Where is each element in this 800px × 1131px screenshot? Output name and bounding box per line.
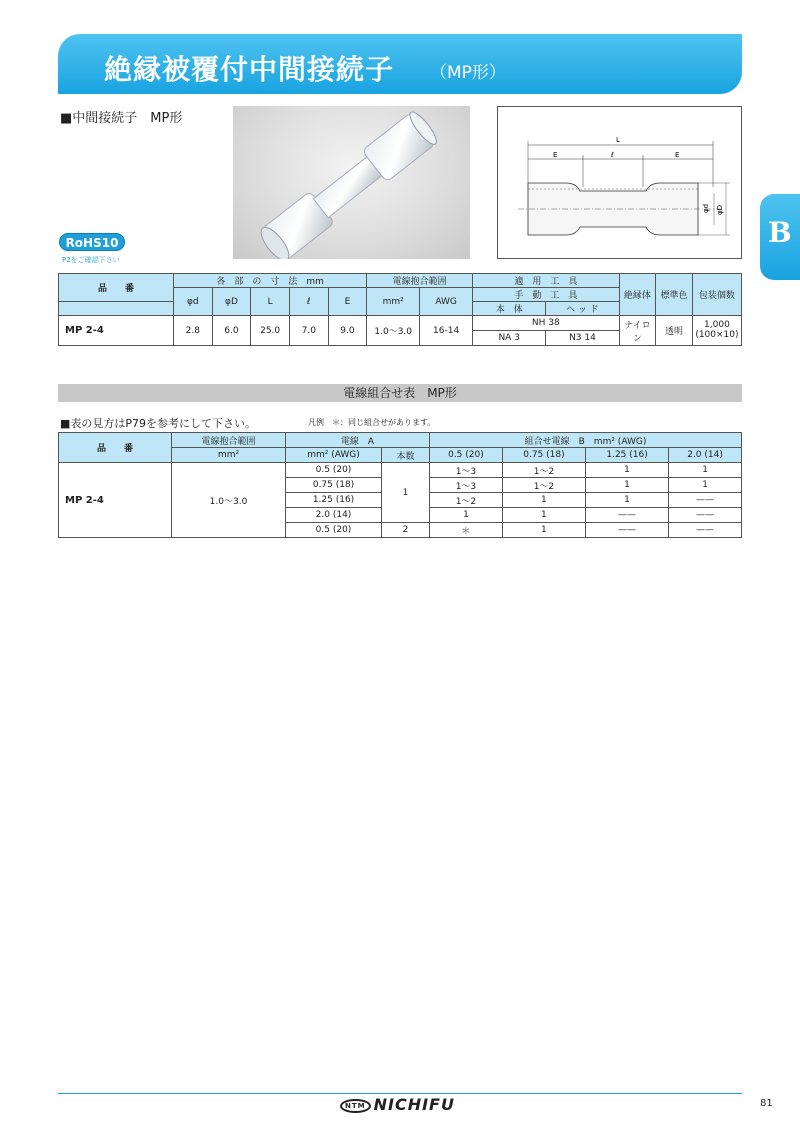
- dimension-drawing: [497, 106, 742, 259]
- combo-count: 1: [382, 463, 430, 523]
- spec-val-tool: NH 38: [473, 316, 620, 331]
- combo-a: 1.25 (16): [286, 493, 382, 508]
- combo-a: 0.75 (18): [286, 478, 382, 493]
- dim-E2-label: E: [675, 151, 680, 159]
- combo-range: 1.0～3.0: [172, 463, 286, 538]
- combo-b: 1～2: [502, 478, 585, 493]
- spec-val-L: 25.0: [251, 316, 290, 346]
- combo-header-model: 品 番: [59, 433, 172, 463]
- combo-b: 1: [585, 463, 668, 478]
- combo-b: ——: [585, 523, 668, 538]
- combo-b: 1: [669, 463, 742, 478]
- dim-phid-label: φd: [702, 203, 710, 213]
- dim-L-label: L: [616, 136, 620, 144]
- spec-col-body: 本 体: [473, 302, 546, 316]
- spec-val-pack-sub: (100×10): [695, 329, 739, 340]
- spec-col-ell: ℓ: [289, 288, 328, 316]
- spec-col-head: ヘ ッ ド: [546, 302, 619, 316]
- combo-header-wireA: 電線 A: [286, 433, 430, 448]
- page-title: 絶縁被覆付中間接続子: [104, 53, 395, 86]
- combo-b: ＊: [430, 523, 503, 538]
- combo-count: 2: [382, 523, 430, 538]
- spec-col-mm2: mm²: [367, 288, 420, 316]
- combo-col-b2: 1.25 (16): [585, 448, 668, 463]
- combo-band-title: 電線組合せ表 MP形: [58, 384, 742, 402]
- spec-header-insul: 絶縁体: [619, 274, 656, 316]
- section-tab-label: B: [768, 216, 792, 249]
- spec-header-color: 標準色: [656, 274, 693, 316]
- combo-header-count: 本数: [382, 448, 430, 463]
- combo-b: 1～2: [502, 463, 585, 478]
- dim-phiD-label: φD: [716, 204, 724, 215]
- spec-val-color: 透明: [656, 316, 693, 346]
- combo-b: ——: [669, 493, 742, 508]
- spec-header-dims: 各 部 の 寸 法 mm: [173, 274, 366, 288]
- page-subtitle: （MP形）: [430, 63, 506, 83]
- combo-a: 0.5 (20): [286, 463, 382, 478]
- combo-b: ——: [585, 508, 668, 523]
- spec-val-phiD: 6.0: [212, 316, 251, 346]
- combo-col-b0: 0.5 (20): [430, 448, 503, 463]
- combo-b: 1: [502, 493, 585, 508]
- spec-val-E: 9.0: [328, 316, 367, 346]
- spec-val-range: 1.0～3.0: [367, 316, 420, 346]
- product-section-label: ■中間接続子 MP形: [60, 111, 183, 126]
- combo-b: 1: [669, 478, 742, 493]
- section-tab-b[interactable]: [760, 194, 800, 280]
- combo-header-range: 電線抱合範囲: [172, 433, 286, 448]
- spec-header-model: 品 番: [59, 274, 174, 302]
- spec-val-pack-main: 1,000: [704, 319, 730, 330]
- spec-table: [58, 273, 742, 346]
- spec-val-body: NA 3: [473, 331, 546, 346]
- combo-b: 1～2: [430, 493, 503, 508]
- combo-col-b3: 2.0 (14): [669, 448, 742, 463]
- spec-col-phiD: φD: [212, 288, 251, 316]
- spec-val-phid: 2.8: [173, 316, 212, 346]
- spec-header-range: 電線抱合範囲: [367, 274, 473, 288]
- dim-ell-label: ℓ: [611, 151, 614, 159]
- spec-col-E: E: [328, 288, 367, 316]
- combo-header-wireA-unit: mm² (AWG): [286, 448, 382, 463]
- spec-val-ell: 7.0: [289, 316, 328, 346]
- combo-col-b1: 0.75 (18): [502, 448, 585, 463]
- combo-b: 1: [502, 508, 585, 523]
- ntm-logo-mark: NTM: [340, 1099, 371, 1113]
- combo-legend: 凡例 ＊：同じ組合せがあります。: [308, 418, 436, 427]
- spec-header-tool-sub: 手 動 工 具: [473, 288, 620, 302]
- combo-a: 2.0 (14): [286, 508, 382, 523]
- combo-a: 0.5 (20): [286, 523, 382, 538]
- product-photo: [233, 106, 470, 259]
- spec-col-L: L: [251, 288, 290, 316]
- spec-header-pack: 包装個数: [692, 274, 741, 316]
- nichifu-logo: [340, 1095, 455, 1114]
- combo-b: 1: [585, 478, 668, 493]
- spec-col-phid: φd: [173, 288, 212, 316]
- spec-model: MP 2-4: [59, 316, 174, 346]
- combo-b: 1: [585, 493, 668, 508]
- combo-note: ■表の見方はP79を参考にして下さい。: [60, 417, 257, 430]
- combo-b: 1～3: [430, 463, 503, 478]
- table-row: [59, 463, 742, 478]
- combo-b: ——: [669, 523, 742, 538]
- spec-val-awg: 16-14: [420, 316, 473, 346]
- rohs-badge: RoHS10: [59, 233, 125, 251]
- page-number: 81: [760, 1098, 773, 1109]
- combo-model: MP 2-4: [59, 463, 172, 538]
- spec-header-tool: 適 用 工 具: [473, 274, 620, 288]
- logo-text: NICHIFU: [373, 1095, 455, 1114]
- combo-table: [58, 432, 742, 538]
- spec-col-awg: AWG: [420, 288, 473, 316]
- spec-val-insul: ナイロン: [619, 316, 656, 346]
- combo-b: ——: [669, 508, 742, 523]
- spec-header-model-spacer: [59, 302, 174, 316]
- combo-header-range-unit: mm²: [172, 448, 286, 463]
- rohs-note: P2をご確認下さい: [62, 256, 120, 264]
- combo-header-wireB: 組合せ電線 B mm² (AWG): [430, 433, 742, 448]
- spec-val-pack: [692, 316, 741, 346]
- combo-b: 1: [430, 508, 503, 523]
- combo-b: 1: [502, 523, 585, 538]
- spec-val-head: N3 14: [546, 331, 619, 346]
- combo-b: 1～3: [430, 478, 503, 493]
- dim-E1-label: E: [553, 151, 558, 159]
- footer-rule: [58, 1093, 742, 1094]
